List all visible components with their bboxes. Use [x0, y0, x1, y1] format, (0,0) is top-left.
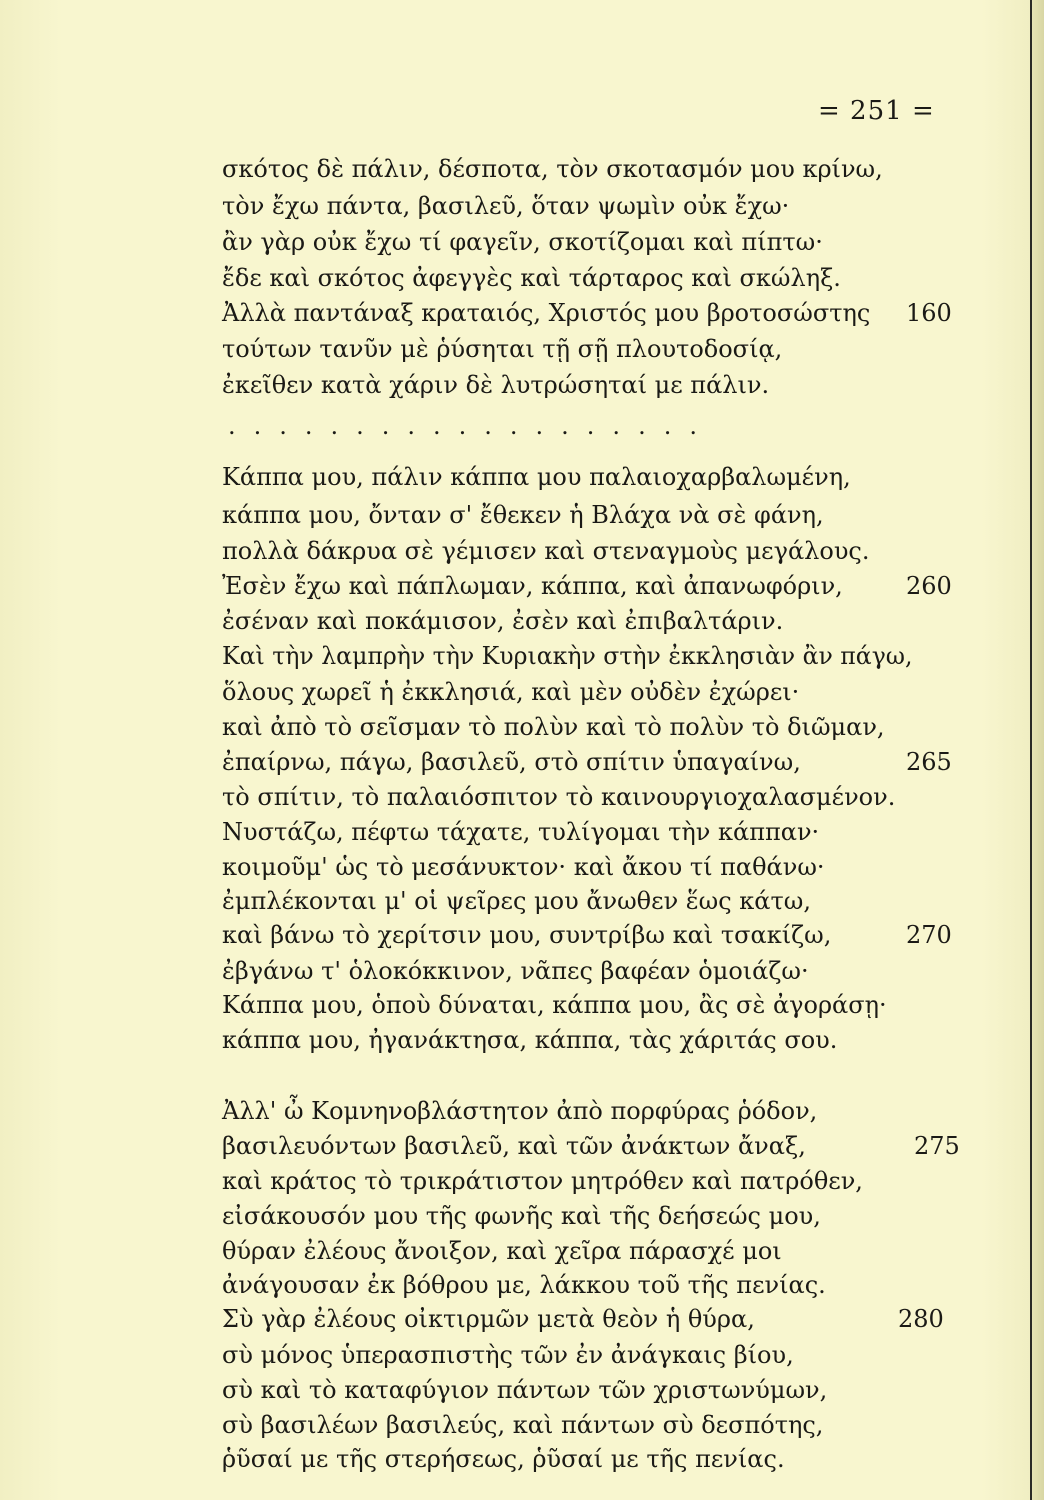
verse-line: ῥῦσαί με τῆς στερήσεως, ῥῦσαί με τῆς πενίας.: [222, 1445, 785, 1473]
verse-line: καὶ κράτος τὸ τρικράτιστον μητρόθεν καὶ πατρόθεν,: [222, 1167, 863, 1195]
verse-line: πολλὰ δάκρυα σὲ γέμισεν καὶ στεναγμοὺς μεγάλους.: [222, 537, 870, 565]
verse-line: τὸ σπίτιν, τὸ παλαιόσπιτον τὸ καινουργιοχαλασμένον.: [222, 783, 896, 811]
verse-line: κάππα μου, ὄνταν σ' ἔθεκεν ἡ Βλάχα νὰ σὲ φάνη,: [222, 501, 824, 529]
verse-line: κάππα μου, ἠγανάκτησα, κάππα, τὰς χάριτάς σου.: [222, 1026, 838, 1054]
verse-line: Σὺ γὰρ ἐλέους οἰκτιρμῶν μετὰ θεὸν ἡ θύρα,: [222, 1305, 755, 1333]
verse-line: Καὶ τὴν λαμπρὴν τὴν Κυριακὴν στὴν ἐκκλησιὰν ἂν πάγω,: [222, 642, 913, 670]
line-number: 280: [898, 1305, 944, 1333]
verse-line: σὺ καὶ τὸ καταφύγιον πάντων τῶν χριστωνύμων,: [222, 1376, 828, 1404]
verse-line: ἔδε καὶ σκότος ἀφεγγὲς καὶ τάρταρος καὶ σκώληξ.: [222, 264, 841, 292]
verse-line: ἐπαίρνω, πάγω, βασιλεῦ, στὸ σπίτιν ὑπαγαίνω,: [222, 748, 801, 776]
line-number: 260: [906, 572, 952, 600]
verse-line: ἂν γὰρ οὐκ ἔχω τί φαγεῖν, σκοτίζομαι καὶ πίπτω·: [222, 228, 823, 256]
verse-line: ἀνάγουσαν ἐκ βόθρου με, λάκκου τοῦ τῆς πενίας.: [222, 1271, 826, 1299]
verse-line: τὸν ἔχω πάντα, βασιλεῦ, ὅταν ψωμὶν οὐκ ἔχω·: [222, 192, 790, 220]
page-binding-edge: [1030, 0, 1044, 1500]
line-number: 270: [906, 921, 952, 949]
verse-line: σὺ βασιλέων βασιλεύς, καὶ πάντων σὺ δεσπότης,: [222, 1411, 824, 1439]
verse-line: βασιλευόντων βασιλεῦ, καὶ τῶν ἀνάκτων ἄναξ,: [222, 1132, 806, 1160]
verse-line: Κάππα μου, πάλιν κάππα μου παλαιοχαρβαλωμένη,: [222, 463, 851, 491]
line-number: 275: [914, 1132, 960, 1160]
verse-line: εἰσάκουσόν μου τῆς φωνῆς καὶ τῆς δεήσεώς μου,: [222, 1202, 821, 1230]
verse-line: Νυστάζω, πέφτω τάχατε, τυλίγομαι τὴν κάππαν·: [222, 818, 820, 846]
ellipsis-separator: ...................: [228, 412, 715, 440]
verse-line: Ἀλλ' ὦ Κομνηνοβλάστητον ἀπὸ πορφύρας ῥόδον,: [222, 1097, 818, 1125]
verse-line: Κάππα μου, ὁποὺ δύναται, κάππα μου, ἂς σὲ ἀγοράσῃ·: [222, 991, 887, 1019]
verse-line: καὶ ἀπὸ τὸ σεῖσμαν τὸ πολὺν καὶ τὸ πολὺν τὸ διῶμαν,: [222, 713, 885, 741]
verse-line: ἐμπλέκονται μ' οἱ ψεῖρες μου ἄνωθεν ἕως κάτω,: [222, 887, 811, 915]
verse-line: ἐσέναν καὶ ποκάμισον, ἐσὲν καὶ ἐπιβαλτάριν.: [222, 607, 784, 635]
page-number: = 251 =: [818, 96, 935, 126]
verse-line: ἐβγάνω τ' ὁλοκόκκινον, νᾶπες βαφέαν ὁμοιάζω·: [222, 957, 809, 985]
verse-line: σκότος δὲ πάλιν, δέσποτα, τὸν σκοτασμόν μου κρίνω,: [222, 155, 883, 183]
verse-line: κοιμοῦμ' ὡς τὸ μεσάνυκτον· καὶ ἄκου τί παθάνω·: [222, 853, 825, 881]
verse-line: ἐκεῖθεν κατὰ χάριν δὲ λυτρώσηταί με πάλιν.: [222, 371, 770, 399]
verse-line: Ἐσὲν ἔχω καὶ πάπλωμαν, κάππα, καὶ ἀπανωφόριν,: [222, 572, 843, 600]
verse-line: τούτων τανῦν μὲ ῥύσηται τῇ σῇ πλουτοδοσίᾳ,: [222, 335, 783, 363]
verse-line: σὺ μόνος ὑπερασπιστὴς τῶν ἐν ἀνάγκαις βίου,: [222, 1341, 794, 1369]
verse-line: ὅλους χωρεῖ ἡ ἐκκλησιά, καὶ μὲν οὐδὲν ἐχώρει·: [222, 678, 800, 706]
line-number: 265: [906, 748, 952, 776]
verse-line: Ἀλλὰ παντάναξ κραταιός, Χριστός μου βροτοσώστης: [222, 299, 871, 327]
verse-line: καὶ βάνω τὸ χερίτσιν μου, συντρίβω καὶ τσακίζω,: [222, 921, 832, 949]
line-number: 160: [906, 299, 952, 327]
verse-line: θύραν ἐλέους ἄνοιξον, καὶ χεῖρα πάρασχέ μοι: [222, 1237, 782, 1265]
